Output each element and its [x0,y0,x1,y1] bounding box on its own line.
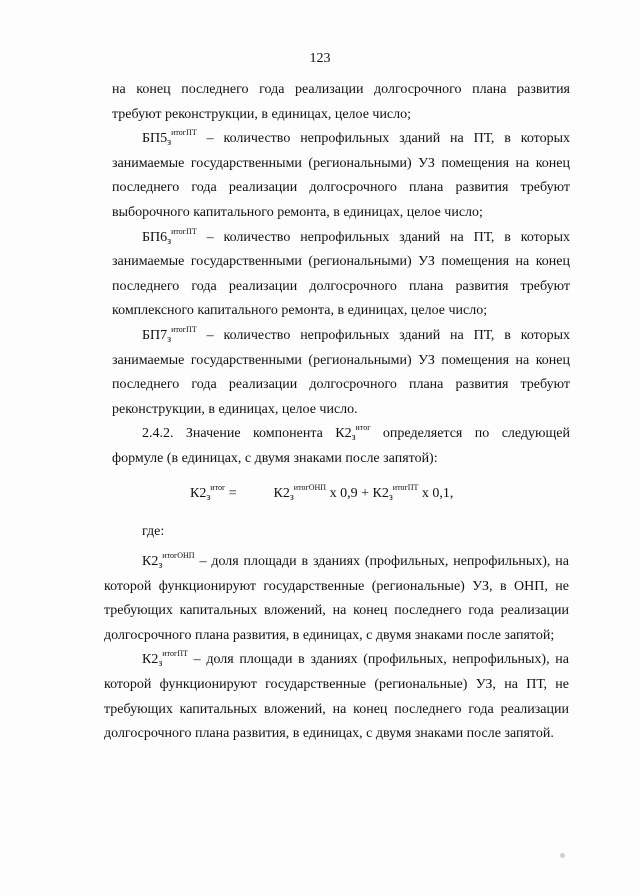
paragraph [112,226,570,324]
formula-intro [112,422,570,471]
where-label: где: [142,524,165,539]
paragraph-text: – количество непрофильных зданий на ПТ, в которых занимаемые государственными (региональными) УЗ помещения на конец последнего года реализации долгосрочного плана развития требуют комплексного капитального ремонта, в единицах, целое число; [112,229,570,319]
body-text [112,78,570,472]
symbol-subscript: з [206,492,211,503]
formula-intro-text: определяется по следующей формуле (в единицах, с двумя знаками после запятой): [112,426,570,466]
symbol-subscript: з [158,560,163,571]
symbol-superscript: итогПТ [392,483,419,492]
definition [104,550,569,648]
scan-mark [560,853,565,858]
symbol-superscript: итогОНП [293,483,327,492]
symbol: К2 [273,486,290,501]
symbol-superscript: итогПТ [171,324,197,334]
symbol: БП5 [142,131,168,147]
paragraph [112,127,570,225]
equals-sign: = [225,486,237,501]
symbol-subscript: з [158,658,163,670]
symbol-superscript: итогПТ [171,226,197,236]
page-number: 123 [309,51,331,66]
symbol: БП6 [142,229,168,245]
formula-intro-text: 2.4.2. Значение компонента К2 [142,426,352,442]
symbol: К2 [190,486,207,501]
formula-lhs [190,483,266,503]
formula [190,483,454,503]
formula-operator: х 0,1, [418,486,454,501]
symbol-superscript: итогПТ [162,649,188,659]
symbol-superscript: итог [210,483,226,492]
symbol: К2 [372,486,389,501]
formula-operator: х 0,9 + [326,486,373,501]
paragraph-text: – количество непрофильных зданий на ПТ, в которых занимаемые государственными (региональными) УЗ помещения на конец последнего года реализации долгосрочного плана развития требуют реконструкции, в единицах, целое число. [112,327,570,417]
formula-rhs [273,483,454,503]
symbol: К2 [142,652,159,668]
symbol-subscript: з [289,492,294,503]
symbol-subscript: з [167,235,172,247]
definition-text: – доля площади в зданиях (профильных, непрофильных), на которой функционируют государственные (региональные) УЗ, в ОНП, не требующих капитальных вложений, на конец последнего года реализации долгосрочного плана развития, в единицах, с двумя знаками после запятой; [104,554,569,643]
symbol-subscript: з [167,137,172,149]
symbol-superscript: итог [355,423,371,433]
definition-text: – доля площади в зданиях (профильных, непрофильных), на которой функционируют государственные (региональные) УЗ, на ПТ, не требующих капитальных вложений, на конец последнего года реализации долгосрочного плана развития, в единицах, с двумя знаками после запятой. [104,652,569,742]
paragraph [112,324,570,422]
paragraph-text: – количество непрофильных зданий на ПТ, в которых занимаемые государственными (региональными) УЗ помещения на конец последнего года реализации долгосрочного плана развития требуют выборочного капитального ремонта, в единицах, целое число; [112,131,570,220]
symbol-subscript: з [351,432,356,444]
definition [104,648,569,746]
symbol-subscript: з [388,492,393,503]
symbol-superscript: итогПТ [171,128,197,138]
paragraph: на конец последнего года реализации долгосрочного плана развития требуют реконструкции, в единицах, целое число; [112,82,570,122]
definitions [104,550,569,747]
symbol-subscript: з [167,333,172,345]
symbol-superscript: итогОНП [162,551,195,560]
symbol: БП7 [142,327,168,343]
symbol: К2 [142,554,159,569]
